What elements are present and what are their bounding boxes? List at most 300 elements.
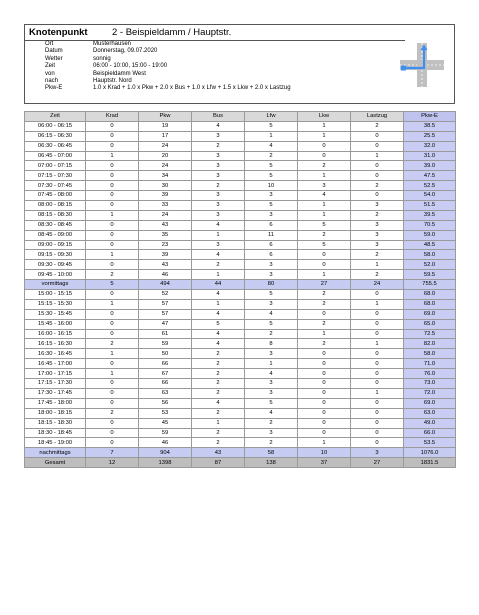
table-cell: 39.0 [404,161,456,171]
info-row [25,71,291,78]
table-cell: 3 [245,299,298,309]
table-row [25,418,456,428]
table-cell: 1 [351,299,404,309]
table-cell: 19 [139,121,192,131]
table-cell: 1 [298,210,351,220]
table-cell: 5 [245,201,298,211]
table-cell: 45 [139,418,192,428]
info-value: Musterhausen [93,41,132,47]
info-value: Donnerstag, 09.07.2020 [93,48,158,55]
table-cell: 0 [351,398,404,408]
table-cell: 1 [298,329,351,339]
table-cell: 3 [351,220,404,230]
table-cell: 44 [192,280,245,290]
table-cell: 80 [245,280,298,290]
table-cell: 16:15 - 16:30 [25,339,86,349]
table-cell: 06:45 - 07:00 [25,151,86,161]
table-cell: Gesamt [25,458,86,468]
table-row [25,161,456,171]
table-cell: 1 [245,359,298,369]
table-cell: 27 [351,458,404,468]
table-cell: 2 [351,181,404,191]
info-label: nach [45,78,59,85]
subtotal-row [25,280,456,290]
report-page [24,24,455,466]
table-cell: 3 [192,171,245,181]
table-cell: 3 [245,428,298,438]
table-cell: 63.0 [404,408,456,418]
table-cell: 09:00 - 09:15 [25,240,86,250]
table-cell: 1 [86,349,139,359]
table-cell: 5 [245,171,298,181]
table-cell: 1076.0 [404,448,456,458]
table-cell: 3 [192,161,245,171]
table-cell: 0 [86,141,139,151]
table-cell: 18:15 - 18:30 [25,418,86,428]
table-cell: 12 [86,458,139,468]
table-cell: 59.0 [404,230,456,240]
table-row [25,260,456,270]
table-cell: 66.0 [404,428,456,438]
table-cell: 3 [192,131,245,141]
table-cell: 15:00 - 15:15 [25,290,86,300]
table-cell: 6 [245,250,298,260]
table-cell: 1 [351,151,404,161]
table-cell: 3 [192,191,245,201]
table-cell: 4 [245,141,298,151]
table-cell: 1 [192,418,245,428]
table-cell: 07:15 - 07:30 [25,171,86,181]
table-cell: 52 [139,290,192,300]
table-cell: 0 [298,250,351,260]
table-cell: 16:30 - 16:45 [25,349,86,359]
table-cell: 3 [351,230,404,240]
table-cell: 24 [139,161,192,171]
info-value: sonnig [93,55,111,62]
table-cell: 47 [139,319,192,329]
table-cell: 1 [298,171,351,181]
table-cell: 0 [298,151,351,161]
table-cell: 0 [298,309,351,319]
table-cell: 17:00 - 17:15 [25,369,86,379]
table-cell: 1 [86,250,139,260]
table-cell: 47.5 [404,171,456,181]
info-value: 06:00 - 10:00, 15:00 - 19:00 [93,63,168,70]
table-row [25,250,456,260]
table-cell: 2 [192,428,245,438]
subtotal-row [25,448,456,458]
info-value: Hauptstr. Nord [93,78,132,85]
table-cell: 138 [245,458,298,468]
column-header: Zeit [25,112,86,122]
info-row [25,85,291,92]
table-cell: 20 [139,151,192,161]
table-row [25,240,456,250]
table-cell: 27 [298,280,351,290]
table-cell: 1 [298,121,351,131]
table-cell: 4 [192,250,245,260]
table-row [25,398,456,408]
table-row [25,388,456,398]
table-cell: 58.0 [404,250,456,260]
table-row [25,349,456,359]
table-cell: 0 [298,369,351,379]
total-row [25,458,456,468]
table-cell: 72.5 [404,329,456,339]
table-cell: 8 [245,339,298,349]
table-cell: 0 [86,418,139,428]
info-block [25,41,291,93]
table-row [25,339,456,349]
table-cell: 1 [351,388,404,398]
table-cell: 3 [245,260,298,270]
info-row [25,56,291,63]
table-cell: 0 [86,260,139,270]
table-row [25,181,456,191]
table-cell: 0 [351,408,404,418]
table-cell: 07:30 - 07:45 [25,181,86,191]
table-cell: 39.5 [404,210,456,220]
table-row [25,210,456,220]
table-cell: 0 [86,121,139,131]
table-cell: 4 [192,339,245,349]
table-cell: 0 [351,309,404,319]
table-cell: 09:45 - 10:00 [25,270,86,280]
table-cell: 1 [192,230,245,240]
table-cell: 59.5 [404,270,456,280]
table-cell: 0 [86,220,139,230]
info-row [25,63,291,70]
table-cell: 2 [298,319,351,329]
table-cell: 2 [298,161,351,171]
table-cell: 25.5 [404,131,456,141]
table-cell: 2 [245,418,298,428]
table-cell: 24 [351,280,404,290]
table-header-row [25,112,456,122]
table-row [25,359,456,369]
table-cell: 43 [192,448,245,458]
table-cell: 73.0 [404,379,456,389]
table-cell: 0 [351,319,404,329]
table-cell: 08:30 - 08:45 [25,220,86,230]
table-cell: 49.0 [404,418,456,428]
table-cell: 4 [192,329,245,339]
table-row [25,379,456,389]
info-value: Beispieldamm West [93,70,146,77]
table-cell: 3 [245,270,298,280]
table-cell: 0 [86,388,139,398]
table-cell: 06:30 - 06:45 [25,141,86,151]
table-cell: 3 [245,349,298,359]
table-cell: 3 [192,240,245,250]
table-cell: 2 [192,388,245,398]
table-cell: 24 [139,210,192,220]
table-cell: 3 [351,448,404,458]
table-cell: 4 [245,369,298,379]
table-cell: 6 [245,220,298,230]
table-cell: 0 [351,428,404,438]
info-label: Zeit [45,63,56,70]
table-cell: 66 [139,359,192,369]
table-cell: 31.0 [404,151,456,161]
table-cell: 10 [245,181,298,191]
traffic-count-table [24,111,456,468]
table-cell: 37 [298,458,351,468]
table-cell: 2 [192,141,245,151]
table-cell: 0 [86,181,139,191]
table-cell: 56 [139,398,192,408]
table-cell: 2 [245,438,298,448]
table-cell: 07:00 - 07:15 [25,161,86,171]
table-cell: 0 [351,171,404,181]
table-cell: 34 [139,171,192,181]
table-cell: 18:00 - 18:15 [25,408,86,418]
table-cell: 70.5 [404,220,456,230]
column-header: Lkw [298,112,351,122]
column-header: Pkw-E [404,112,456,122]
table-cell: 2 [298,299,351,309]
table-row [25,290,456,300]
table-cell: 1 [351,260,404,270]
table-cell: 48.5 [404,240,456,250]
table-cell: 5 [86,280,139,290]
table-row [25,141,456,151]
table-cell: 5 [245,290,298,300]
table-cell: 4 [192,220,245,230]
table-cell: 0 [351,161,404,171]
table-cell: 0 [86,329,139,339]
info-row [25,48,291,55]
table-cell: 0 [351,379,404,389]
table-row [25,369,456,379]
table-body [25,121,456,467]
table-cell: 0 [298,418,351,428]
table-cell: 1 [86,151,139,161]
table-cell: 82.0 [404,339,456,349]
table-cell: 1 [298,201,351,211]
table-cell: 68.0 [404,290,456,300]
table-cell: 0 [298,260,351,270]
table-cell: 904 [139,448,192,458]
table-cell: 1 [298,438,351,448]
table-cell: 59 [139,428,192,438]
table-cell: 43 [139,220,192,230]
table-cell: 43 [139,260,192,270]
table-cell: 3 [298,181,351,191]
table-cell: 71.0 [404,359,456,369]
table-cell: 1 [298,131,351,141]
table-cell: 54.0 [404,191,456,201]
column-header: Bus [192,112,245,122]
table-cell: 0 [86,309,139,319]
table-cell: 2 [192,438,245,448]
table-cell: 57 [139,299,192,309]
table-cell: 72.0 [404,388,456,398]
table-cell: 0 [351,131,404,141]
table-cell: 07:45 - 08:00 [25,191,86,201]
table-cell: 0 [351,418,404,428]
table-cell: 2 [245,329,298,339]
table-cell: 4 [298,191,351,201]
table-cell: 1 [86,299,139,309]
table-row [25,191,456,201]
table-cell: 17:30 - 17:45 [25,388,86,398]
table-cell: 0 [86,131,139,141]
table-cell: 4 [192,309,245,319]
table-cell: 57 [139,309,192,319]
table-cell: 06:00 - 06:15 [25,121,86,131]
table-cell: 46 [139,438,192,448]
table-cell: 1 [86,210,139,220]
table-cell: 6 [245,240,298,250]
table-cell: 2 [298,230,351,240]
table-cell: 06:15 - 06:30 [25,131,86,141]
table-cell: 3 [192,151,245,161]
table-cell: 5 [245,121,298,131]
table-cell: 52.5 [404,181,456,191]
table-cell: 0 [351,349,404,359]
table-cell: 35 [139,230,192,240]
table-cell: 0 [86,319,139,329]
table-row [25,151,456,161]
table-cell: 69.0 [404,309,456,319]
table-cell: 2 [192,181,245,191]
column-header: Lastzug [351,112,404,122]
table-cell: 09:15 - 09:30 [25,250,86,260]
table-row [25,201,456,211]
table-cell: 1 [245,131,298,141]
table-cell: 2 [351,250,404,260]
table-cell: 52.0 [404,260,456,270]
table-cell: 39 [139,250,192,260]
table-cell: 17:45 - 18:00 [25,398,86,408]
table-row [25,329,456,339]
table-cell: 0 [351,329,404,339]
table-cell: 494 [139,280,192,290]
table-cell: 3 [245,191,298,201]
table-cell: 18:45 - 19:00 [25,438,86,448]
table-cell: 0 [86,171,139,181]
table-cell: 16:00 - 16:15 [25,329,86,339]
table-cell: 3 [192,210,245,220]
info-label: Datum [45,48,63,55]
table-cell: 1831.5 [404,458,456,468]
table-cell: 08:45 - 09:00 [25,230,86,240]
header-subtitle: 2 - Beispieldamm / Hauptstr. [112,27,232,38]
table-cell: 4 [245,408,298,418]
header-title: Knotenpunkt [29,27,88,38]
table-cell: 16:45 - 17:00 [25,359,86,369]
table-row [25,408,456,418]
table-cell: 0 [86,290,139,300]
table-cell: 68.0 [404,299,456,309]
table-row [25,121,456,131]
table-cell: 66 [139,379,192,389]
table-cell: 87 [192,458,245,468]
info-label: Wetter [45,55,63,62]
table-cell: 63 [139,388,192,398]
table-cell: 0 [86,359,139,369]
table-row [25,171,456,181]
table-row [25,131,456,141]
table-cell: 755.5 [404,280,456,290]
table-cell: nachmittags [25,448,86,458]
table-cell: 5 [298,240,351,250]
table-cell: 51.5 [404,201,456,211]
table-cell: 5 [245,398,298,408]
table-cell: 4 [192,121,245,131]
table-cell: 0 [351,359,404,369]
table-cell: 38.5 [404,121,456,131]
table-cell: 2 [351,121,404,131]
table-cell: 67 [139,369,192,379]
table-cell: 1 [192,299,245,309]
table-cell: 2 [351,270,404,280]
table-cell: 3 [351,201,404,211]
table-cell: 0 [86,398,139,408]
table-cell: 2 [86,339,139,349]
table-row [25,428,456,438]
table-row [25,299,456,309]
table-cell: 08:15 - 08:30 [25,210,86,220]
table-cell: 0 [86,438,139,448]
table-cell: 2 [192,260,245,270]
table-cell: 10 [298,448,351,458]
info-label: von [45,70,55,77]
table-row [25,309,456,319]
table-cell: 0 [351,438,404,448]
info-value: 1.0 x Krad + 1.0 x Pkw + 2.0 x Bus + 1.0 x Lfw + 1.5 x Lkw + 2.0 x Lastzug [93,85,291,92]
table-cell: 53 [139,408,192,418]
info-row [25,78,291,85]
table-cell: 0 [351,191,404,201]
table-cell: 0 [351,141,404,151]
table-cell: 0 [86,230,139,240]
table-cell: 24 [139,141,192,151]
table-row [25,220,456,230]
table-cell: 3 [245,379,298,389]
report-header [24,24,455,104]
table-cell: 2 [245,151,298,161]
table-cell: 0 [86,428,139,438]
table-cell: 1 [351,339,404,349]
table-cell: 39 [139,191,192,201]
table-cell: 0 [298,398,351,408]
junction-map-icon [400,43,444,87]
table-cell: 3 [351,240,404,250]
table-cell: 2 [298,290,351,300]
table-cell: 15:15 - 15:30 [25,299,86,309]
table-cell: 5 [192,319,245,329]
info-row [25,41,291,48]
table-cell: 4 [192,290,245,300]
table-cell: 3 [192,201,245,211]
table-cell: 65.0 [404,319,456,329]
table-cell: 0 [298,359,351,369]
table-cell: 53.5 [404,438,456,448]
table-cell: 2 [351,210,404,220]
column-header: Krad [86,112,139,122]
table-cell: 23 [139,240,192,250]
table-cell: 5 [298,220,351,230]
column-header: Lfw [245,112,298,122]
table-cell: 3 [245,388,298,398]
table-cell: 76.0 [404,369,456,379]
table-cell: 17:15 - 17:30 [25,379,86,389]
table-cell: 0 [86,191,139,201]
table-cell: 0 [351,290,404,300]
table-cell: 46 [139,270,192,280]
